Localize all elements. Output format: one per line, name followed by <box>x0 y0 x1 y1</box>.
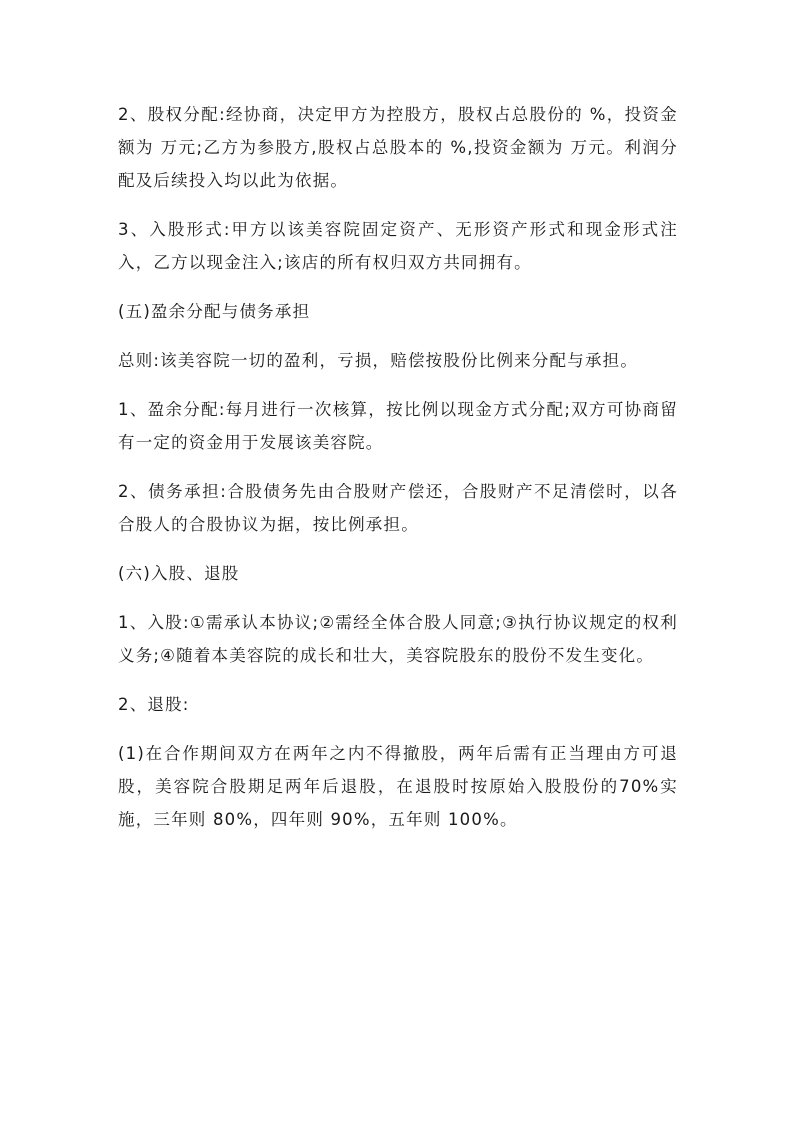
paragraph-joining: 1、入股:①需承认本协议;②需经全体合股人同意;③执行协议规定的权利义务;④随着本美容院的成长和壮大，美容院股东的股份不发生变化。 <box>118 613 678 665</box>
section-heading-surplus-debt: (五)盈余分配与债务承担 <box>118 302 311 321</box>
paragraph-equity-distribution: 2、股权分配:经协商，决定甲方为控股方，股权占总股份的 %，投资金额为 万元;乙方为参股方,股权占总股本的 %,投资金额为 万元。利润分配及后续投入均以此为依据。 <box>118 105 678 190</box>
paragraph-investment-form: 3、入股形式:甲方以该美容院固定资产、无形资产形式和现金形式注入，乙方以现金注入;该店的所有权归双方共同拥有。 <box>118 220 678 272</box>
paragraph-debt-bearing: 2、债务承担:合股债务先由合股财产偿还，合股财产不足清偿时，以各合股人的合股协议为据，按比例承担。 <box>118 482 678 534</box>
paragraph-surplus-distribution: 1、盈余分配:每月进行一次核算，按比例以现金方式分配;双方可协商留有一定的资金用于发展该美容院。 <box>118 400 678 452</box>
paragraph-general-rule: 总则:该美容院一切的盈利，亏损，赔偿按股份比例来分配与承担。 <box>118 351 639 370</box>
paragraph-withdrawal-heading: 2、退股: <box>118 695 190 714</box>
document-body <box>118 98 678 852</box>
section-heading-join-withdraw: (六)入股、退股 <box>118 564 240 583</box>
paragraph-withdrawal-terms: (1)在合作期间双方在两年之内不得撤股，两年后需有正当理由方可退股，美容院合股期足两年后退股，在退股时按原始入股股份的70%实施，三年则 80%，四年则 90%，五年则 100%。 <box>118 744 678 829</box>
